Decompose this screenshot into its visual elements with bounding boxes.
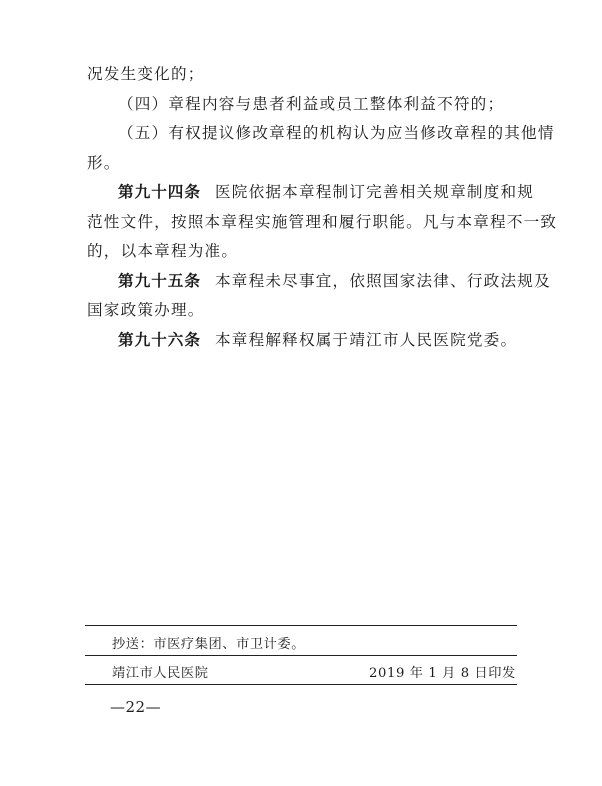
footer-bottom-rule: [85, 684, 517, 685]
article-94-heading: 第九十四条: [118, 183, 201, 201]
article-94-line-3: 的，以本章程为准。: [87, 242, 239, 260]
article-95: [118, 267, 551, 297]
article-95-heading: 第九十五条: [118, 271, 201, 290]
clause-5-continued: 形。: [87, 153, 121, 172]
article-95-text: 本章程未尽事宜，依照国家法律、行政法规及: [214, 271, 551, 290]
issuer-name: 靖江市人民医院: [112, 666, 209, 681]
article-95-line-2: 国家政策办理。: [87, 301, 205, 319]
article-94: [118, 178, 534, 208]
article-96-text: 本章程解释权属于靖江市人民医院党委。: [214, 330, 518, 349]
clause-4: （四）章程内容与患者利益或员工整体利益不符的；: [118, 94, 505, 113]
article-96: [118, 326, 517, 356]
article-94-text: 医院依据本章程制订完善相关规章制度和规: [214, 183, 535, 201]
article-96-heading: 第九十六条: [118, 330, 201, 349]
cc-line: 抄送：市医疗集团、市卫计委。: [112, 637, 306, 652]
article-94-line-2: 范性文件，按照本章程实施管理和履行职能。凡与本章程不一致: [87, 212, 558, 231]
page-number: —22—: [110, 698, 162, 716]
print-date: 2019 年 1 月 8 日印发: [369, 666, 516, 681]
clause-5: （五）有权提议修改章程的机构认为应当修改章程的其他情: [118, 124, 555, 142]
footer-middle-rule: [85, 655, 517, 656]
continuation-line: 况发生变化的；: [87, 65, 205, 83]
footer-top-rule: [85, 625, 517, 626]
